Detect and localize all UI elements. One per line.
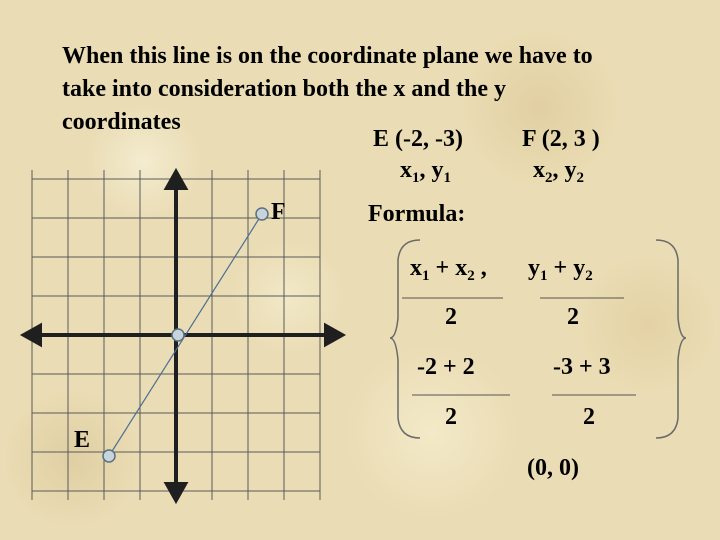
point-e-coordinates: $x_1$, $y_1$ xyxy=(400,157,451,186)
right-bracket xyxy=(656,240,686,438)
formula-result: (0, 0) xyxy=(527,455,579,481)
formula-x-sub-denominator: 2 xyxy=(445,404,457,430)
graph-label-e: E xyxy=(74,427,91,453)
midpoint-marker xyxy=(172,329,184,341)
x-axis-arrow-right xyxy=(326,326,342,344)
formula-x-denominator: 2 xyxy=(445,304,457,330)
formula-y-sub-denominator: 2 xyxy=(583,404,595,430)
formula-y-numerator: $y_1 + y_2$ xyxy=(528,255,593,284)
point-e-label: E (-2, -3) xyxy=(373,126,463,152)
formula-y-substituted: -3 + 3 xyxy=(553,354,611,380)
point-f-coordinates: $x_2$, $y_2$ xyxy=(533,157,584,186)
x-axis-arrow-left xyxy=(24,326,40,344)
point-f-label: F (2, 3 ) xyxy=(522,126,600,152)
y-axis-arrow-down xyxy=(167,484,185,500)
y-axis-arrow-up xyxy=(167,172,185,188)
formula-x-numerator: $x_1 + x_2$ , xyxy=(410,255,487,284)
formula-x-substituted: -2 + 2 xyxy=(417,354,475,380)
point-f-marker xyxy=(256,208,268,220)
formula-y-denominator: 2 xyxy=(567,304,579,330)
intro-line-3: coordinates xyxy=(62,109,181,135)
graph-label-f: F xyxy=(271,199,286,225)
point-e-marker xyxy=(103,450,115,462)
intro-line-2: take into consideration both the x and the y xyxy=(62,76,507,102)
formula-title: Formula: xyxy=(368,201,466,227)
intro-line-1: When this line is on the coordinate plane we have to xyxy=(62,43,593,69)
